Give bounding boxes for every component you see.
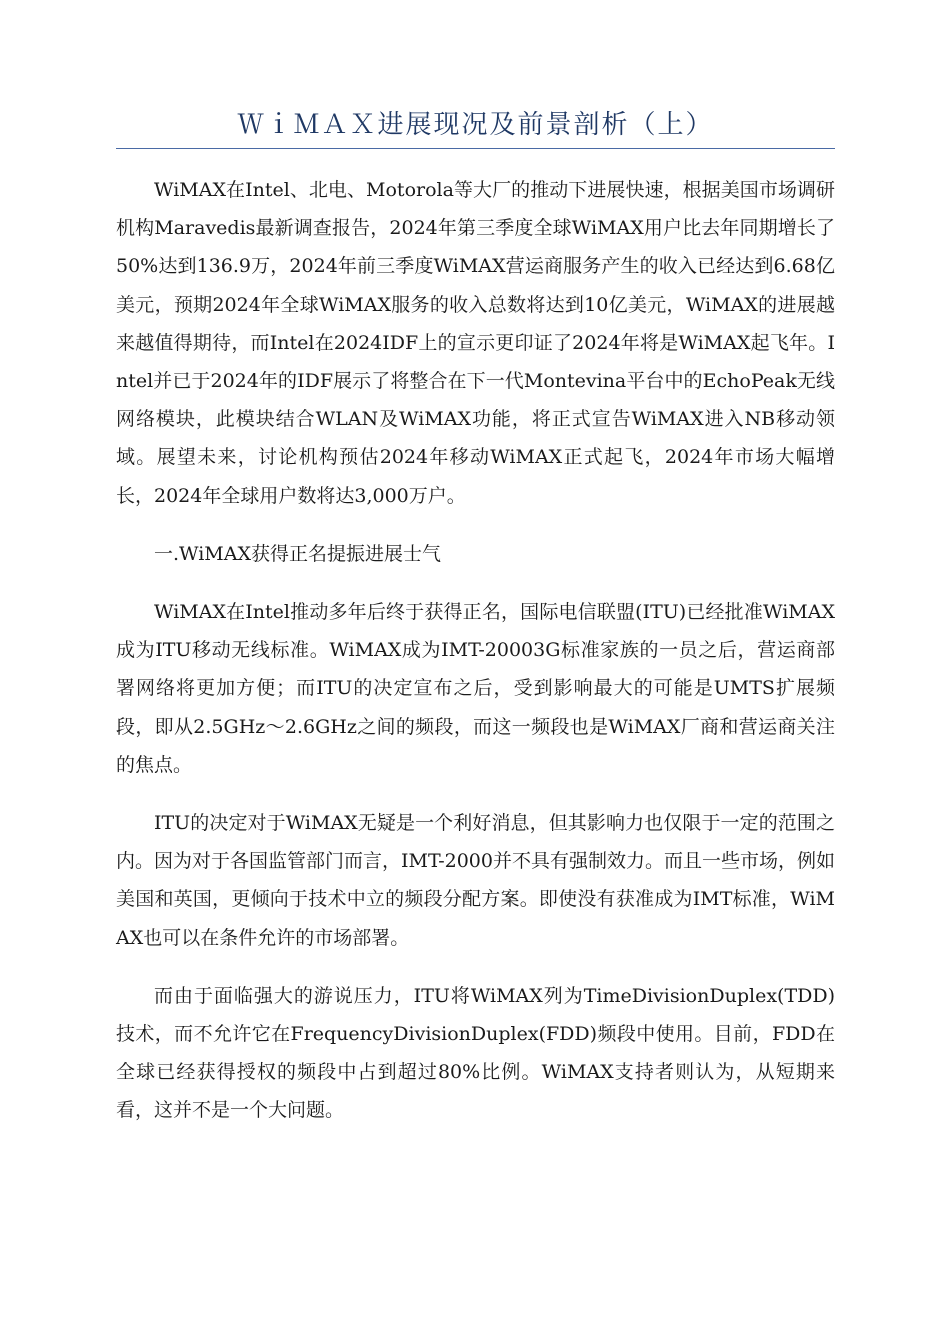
paragraph-tdd-fdd: 而由于面临强大的游说压力，ITU将WiMAX列为TimeDivisionDuplex(TDD)技术，而不允许它在FrequencyDivisionDuplex(FDD)频段中使用。目前，FDD在全球已经获得授权的频段中占到超过80%比例。WiMAX支持者则认为，从短期来看，这并不是一个大问题。: [116, 984, 835, 1122]
paragraph-itu-approval: WiMAX在Intel推动多年后终于获得正名，国际电信联盟(ITU)已经批准WiMAX成为ITU移动无线标准。WiMAX成为IMT-20003G标准家族的一员之后，营运商部署网络将更加方便；而ITU的决定宣布之后，受到影响最大的可能是UMTS扩展频段，即从2.5GHz～2.6GHz之间的频段，而这一频段也是WiMAX厂商和营运商关注的焦点。: [116, 601, 835, 776]
section-heading: 一.WiMAX获得正名提振进展士气: [154, 542, 442, 565]
document-body: [116, 171, 835, 1130]
document-page: [116, 108, 835, 1150]
paragraph-itu-impact: ITU的决定对于WiMAX无疑是一个利好消息，但其影响力也仅限于一定的范围之内。因为对于各国监管部门而言，IMT-2000并不具有强制效力。而且一些市场，例如美国和英国，更倾向于技术中立的频段分配方案。即使没有获准成为IMT标准，WiMAX也可以在条件允许的市场部署。: [116, 812, 835, 949]
paragraph-intro: WiMAX在Intel、北电、Motorola等大厂的推动下进展快速，根据美国市场调研机构Maravedis最新调查报告，2024年第三季度全球WiMAX用户比去年同期增长了50%达到136.9万，2024年前三季度WiMAX营运商服务产生的收入已经达到6.68亿美元，预期2024年全球WiMAX服务的收入总数将达到10亿美元，WiMAX的进展越来越值得期待，而Intel在2024IDF上的宣示更印证了2024年将是WiMAX起飞年。Intel并已于2024年的IDF展示了将整合在下一代Montevina平台中的EchoPeak无线网络模块，此模块结合WLAN及WiMAX功能，将正式宣告WiMAX进入NB移动领域。展望未来，讨论机构预估2024年移动WiMAX正式起飞，2024年市场大幅增长，2024年全球用户数将达3,000万户。: [116, 179, 835, 507]
document-title: ＷｉＭＡＸ进展现况及前景剖析（上）: [116, 108, 835, 149]
